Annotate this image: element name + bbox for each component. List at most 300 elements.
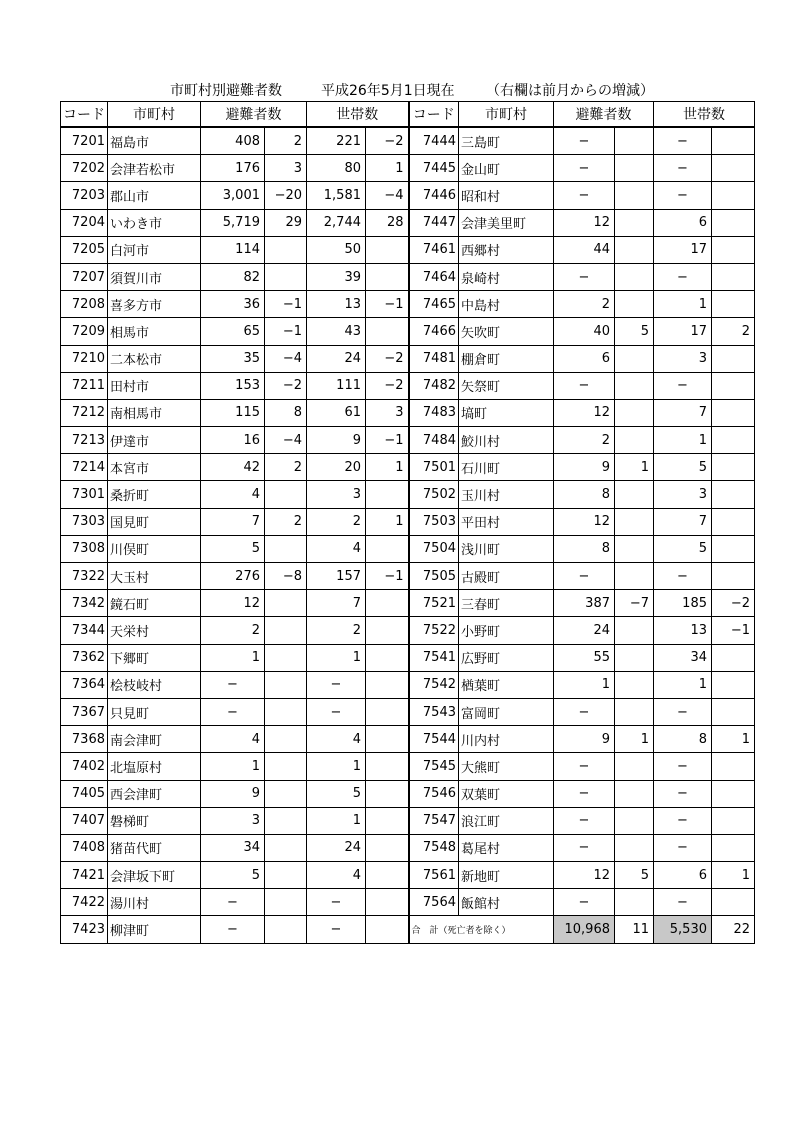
right-code-cell: 7545: [409, 753, 459, 780]
right-households-change-cell: [712, 644, 755, 671]
left-evacuees-cell: 34: [201, 834, 265, 861]
left-name-cell: 湯川村: [108, 889, 201, 916]
table-row: [61, 726, 755, 753]
left-name-cell: 天栄村: [108, 617, 201, 644]
right-households-cell: 1: [654, 291, 712, 318]
right-name-cell: 西郷村: [459, 236, 554, 263]
left-evacuees-change-cell: −20: [265, 182, 307, 209]
right-households-cell: 5: [654, 454, 712, 481]
right-code-cell: 7504: [409, 535, 459, 562]
left-households-cell: 7: [307, 590, 366, 617]
right-evacuees-change-cell: −7: [615, 590, 654, 617]
right-households-cell: −: [654, 563, 712, 590]
table-row: [61, 916, 755, 943]
right-households-change-cell: [712, 399, 755, 426]
right-code-cell: 7543: [409, 698, 459, 725]
right-households-cell: −: [654, 889, 712, 916]
right-name-cell: 三春町: [459, 590, 554, 617]
left-evacuees-change-cell: 29: [265, 209, 307, 236]
left-households-cell: 61: [307, 399, 366, 426]
left-evacuees-change-cell: [265, 617, 307, 644]
left-households-cell: 4: [307, 726, 366, 753]
left-name-cell: 郡山市: [108, 182, 201, 209]
right-households-change-cell: [712, 563, 755, 590]
left-name-cell: 大玉村: [108, 563, 201, 590]
right-evacuees-cell: −: [554, 834, 615, 861]
evacuee-table: [60, 101, 755, 944]
left-evacuees-cell: −: [201, 916, 265, 943]
left-evacuees-cell: 5: [201, 535, 265, 562]
left-name-cell: 柳津町: [108, 916, 201, 943]
left-households-cell: 4: [307, 535, 366, 562]
left-code-cell: 7308: [61, 535, 108, 562]
left-evacuees-change-cell: [265, 535, 307, 562]
right-evacuees-change-cell: [615, 372, 654, 399]
right-evacuees-cell: 40: [554, 318, 615, 345]
right-evacuees-cell: 44: [554, 236, 615, 263]
right-households-change-cell: [712, 209, 755, 236]
title-date: 平成26年5月1日現在: [321, 83, 455, 99]
right-evacuees-change-cell: [615, 807, 654, 834]
left-code-cell: 7214: [61, 454, 108, 481]
left-evacuees-cell: 153: [201, 372, 265, 399]
right-code-cell: 7548: [409, 834, 459, 861]
right-code-cell: 7484: [409, 427, 459, 454]
left-households-cell: 1,581: [307, 182, 366, 209]
right-code-cell: 7564: [409, 889, 459, 916]
header-row: [61, 102, 755, 128]
right-households-cell: 17: [654, 236, 712, 263]
left-code-cell: 7213: [61, 427, 108, 454]
left-code-cell: 7367: [61, 698, 108, 725]
left-households-change-cell: −2: [366, 345, 409, 372]
right-name-cell: 大熊町: [459, 753, 554, 780]
header-evacuees-left: 避難者数: [201, 102, 307, 128]
right-name-cell: 浪江町: [459, 807, 554, 834]
left-name-cell: 南会津町: [108, 726, 201, 753]
left-households-change-cell: [366, 535, 409, 562]
left-evacuees-cell: 3: [201, 807, 265, 834]
left-code-cell: 7362: [61, 644, 108, 671]
left-code-cell: 7204: [61, 209, 108, 236]
table-row: [61, 590, 755, 617]
header-municipality-right: 市町村: [459, 102, 554, 128]
header-municipality-left: 市町村: [108, 102, 201, 128]
table-row: [61, 698, 755, 725]
right-households-cell: −: [654, 807, 712, 834]
left-evacuees-cell: 1: [201, 753, 265, 780]
right-evacuees-cell: −: [554, 263, 615, 290]
right-evacuees-cell: 2: [554, 427, 615, 454]
right-evacuees-change-cell: [615, 780, 654, 807]
right-households-change-cell: [712, 508, 755, 535]
right-code-cell: 7444: [409, 127, 459, 155]
left-households-change-cell: −4: [366, 182, 409, 209]
right-households-cell: 3: [654, 481, 712, 508]
right-evacuees-cell: −: [554, 698, 615, 725]
header-evacuees-right: 避難者数: [554, 102, 654, 128]
left-evacuees-cell: 4: [201, 726, 265, 753]
right-households-change-cell: 2: [712, 318, 755, 345]
title-main: 市町村別避難者数: [170, 83, 282, 99]
right-households-cell: 7: [654, 508, 712, 535]
left-name-cell: 白河市: [108, 236, 201, 263]
left-evacuees-change-cell: −8: [265, 563, 307, 590]
left-code-cell: 7207: [61, 263, 108, 290]
left-households-cell: 80: [307, 155, 366, 182]
left-households-change-cell: [366, 834, 409, 861]
right-evacuees-cell: −: [554, 780, 615, 807]
right-evacuees-change-cell: [615, 644, 654, 671]
right-evacuees-cell: 9: [554, 454, 615, 481]
left-code-cell: 7344: [61, 617, 108, 644]
left-name-cell: いわき市: [108, 209, 201, 236]
left-evacuees-change-cell: −4: [265, 345, 307, 372]
left-households-cell: 39: [307, 263, 366, 290]
right-households-change-cell: [712, 671, 755, 698]
left-households-cell: 50: [307, 236, 366, 263]
right-households-cell: −: [654, 182, 712, 209]
right-evacuees-cell: 24: [554, 617, 615, 644]
left-households-cell: 1: [307, 807, 366, 834]
table-row: [61, 508, 755, 535]
right-households-cell: −: [654, 698, 712, 725]
table-row: [61, 671, 755, 698]
left-households-cell: 111: [307, 372, 366, 399]
table-row: [61, 236, 755, 263]
left-households-cell: 9: [307, 427, 366, 454]
right-households-cell: −: [654, 155, 712, 182]
left-households-change-cell: [366, 862, 409, 889]
left-households-cell: −: [307, 671, 366, 698]
left-evacuees-change-cell: [265, 916, 307, 943]
right-evacuees-cell: −: [554, 889, 615, 916]
right-name-cell: 飯館村: [459, 889, 554, 916]
left-name-cell: 川俣町: [108, 535, 201, 562]
left-name-cell: 西会津町: [108, 780, 201, 807]
left-households-cell: 2,744: [307, 209, 366, 236]
left-households-change-cell: 28: [366, 209, 409, 236]
left-evacuees-cell: 5: [201, 862, 265, 889]
left-evacuees-cell: −: [201, 698, 265, 725]
left-code-cell: 7209: [61, 318, 108, 345]
right-evacuees-change-cell: [615, 753, 654, 780]
right-evacuees-cell: 387: [554, 590, 615, 617]
right-evacuees-change-cell: [615, 182, 654, 209]
left-households-cell: 1: [307, 644, 366, 671]
right-name-cell: 玉川村: [459, 481, 554, 508]
left-evacuees-change-cell: [265, 671, 307, 698]
right-evacuees-change-cell: [615, 508, 654, 535]
right-evacuees-change-cell: [615, 345, 654, 372]
right-households-cell: −: [654, 780, 712, 807]
left-code-cell: 7342: [61, 590, 108, 617]
right-evacuees-change-cell: [615, 889, 654, 916]
left-evacuees-change-cell: −1: [265, 291, 307, 318]
left-households-change-cell: [366, 807, 409, 834]
right-households-cell: −: [654, 263, 712, 290]
right-code-cell: 7482: [409, 372, 459, 399]
left-code-cell: 7208: [61, 291, 108, 318]
right-households-cell: 6: [654, 209, 712, 236]
left-code-cell: 7405: [61, 780, 108, 807]
left-households-change-cell: 1: [366, 155, 409, 182]
left-households-change-cell: 1: [366, 508, 409, 535]
left-evacuees-cell: 7: [201, 508, 265, 535]
left-code-cell: 7205: [61, 236, 108, 263]
left-name-cell: 二本松市: [108, 345, 201, 372]
left-households-cell: −: [307, 916, 366, 943]
right-code-cell: 7505: [409, 563, 459, 590]
right-evacuees-cell: −: [554, 807, 615, 834]
right-evacuees-cell: −: [554, 753, 615, 780]
left-households-change-cell: [366, 617, 409, 644]
left-evacuees-cell: 276: [201, 563, 265, 590]
left-name-cell: 桑折町: [108, 481, 201, 508]
left-households-change-cell: [366, 780, 409, 807]
right-households-cell: 7: [654, 399, 712, 426]
table-row: [61, 454, 755, 481]
table-row: [61, 155, 755, 182]
right-code-cell: 7465: [409, 291, 459, 318]
right-households-change-cell: [712, 263, 755, 290]
right-evacuees-change-cell: [615, 481, 654, 508]
right-households-change-cell: [712, 182, 755, 209]
right-code-cell: 7464: [409, 263, 459, 290]
left-code-cell: 7201: [61, 127, 108, 155]
right-name-cell: 小野町: [459, 617, 554, 644]
right-households-change-cell: [712, 807, 755, 834]
right-households-change-cell: [712, 889, 755, 916]
right-households-cell: 13: [654, 617, 712, 644]
left-evacuees-change-cell: 2: [265, 508, 307, 535]
left-evacuees-change-cell: [265, 263, 307, 290]
right-evacuees-cell: 12: [554, 508, 615, 535]
left-name-cell: 喜多方市: [108, 291, 201, 318]
right-code-cell: 7483: [409, 399, 459, 426]
left-name-cell: 伊達市: [108, 427, 201, 454]
left-evacuees-change-cell: −1: [265, 318, 307, 345]
right-name-cell: 会津美里町: [459, 209, 554, 236]
left-evacuees-cell: 5,719: [201, 209, 265, 236]
right-code-cell: 7502: [409, 481, 459, 508]
left-code-cell: 7301: [61, 481, 108, 508]
left-name-cell: 北塩原村: [108, 753, 201, 780]
left-name-cell: 田村市: [108, 372, 201, 399]
table-row: [61, 372, 755, 399]
right-households-change-cell: −1: [712, 617, 755, 644]
right-households-cell: −: [654, 372, 712, 399]
right-name-cell: 金山町: [459, 155, 554, 182]
right-evacuees-cell: −: [554, 127, 615, 155]
left-households-change-cell: [366, 753, 409, 780]
left-evacuees-cell: 176: [201, 155, 265, 182]
left-evacuees-cell: −: [201, 889, 265, 916]
right-name-cell: 双葉町: [459, 780, 554, 807]
left-evacuees-cell: 12: [201, 590, 265, 617]
right-code-cell: 7461: [409, 236, 459, 263]
right-code-cell: 7503: [409, 508, 459, 535]
left-code-cell: 7364: [61, 671, 108, 698]
table-row: [61, 209, 755, 236]
header-households-right: 世帯数: [654, 102, 755, 128]
left-households-cell: 43: [307, 318, 366, 345]
right-households-cell: 1: [654, 427, 712, 454]
right-households-change-cell: [712, 127, 755, 155]
right-evacuees-cell: 12: [554, 862, 615, 889]
left-households-change-cell: [366, 726, 409, 753]
right-evacuees-change-cell: [615, 236, 654, 263]
left-households-cell: 1: [307, 753, 366, 780]
left-households-change-cell: [366, 671, 409, 698]
right-name-cell: 矢吹町: [459, 318, 554, 345]
right-households-change-cell: [712, 698, 755, 725]
left-evacuees-change-cell: [265, 862, 307, 889]
left-code-cell: 7423: [61, 916, 108, 943]
right-name-cell: 石川町: [459, 454, 554, 481]
right-name-cell: 矢祭町: [459, 372, 554, 399]
right-code-cell: 7481: [409, 345, 459, 372]
left-code-cell: 7211: [61, 372, 108, 399]
right-evacuees-cell: 8: [554, 535, 615, 562]
right-households-change-cell: [712, 454, 755, 481]
left-name-cell: 下郷町: [108, 644, 201, 671]
table-row: [61, 563, 755, 590]
left-evacuees-cell: 82: [201, 263, 265, 290]
left-evacuees-cell: −: [201, 671, 265, 698]
left-households-cell: 157: [307, 563, 366, 590]
left-name-cell: 国見町: [108, 508, 201, 535]
right-households-cell: 17: [654, 318, 712, 345]
left-households-cell: 4: [307, 862, 366, 889]
left-households-change-cell: −2: [366, 372, 409, 399]
right-households-cell: −: [654, 753, 712, 780]
left-name-cell: 磐梯町: [108, 807, 201, 834]
left-name-cell: 会津坂下町: [108, 862, 201, 889]
table-row: [61, 644, 755, 671]
right-evacuees-change-cell: [615, 671, 654, 698]
table-row: [61, 481, 755, 508]
left-code-cell: 7422: [61, 889, 108, 916]
right-name-cell: 昭和村: [459, 182, 554, 209]
left-code-cell: 7212: [61, 399, 108, 426]
left-evacuees-change-cell: 2: [265, 454, 307, 481]
left-evacuees-cell: 115: [201, 399, 265, 426]
table-row: [61, 318, 755, 345]
table-row: [61, 807, 755, 834]
left-households-change-cell: [366, 698, 409, 725]
right-evacuees-cell: 12: [554, 209, 615, 236]
right-name-cell: 川内村: [459, 726, 554, 753]
right-evacuees-cell: 1: [554, 671, 615, 698]
left-name-cell: 会津若松市: [108, 155, 201, 182]
right-evacuees-cell: −: [554, 372, 615, 399]
right-code-cell: 7521: [409, 590, 459, 617]
left-households-cell: −: [307, 889, 366, 916]
left-evacuees-change-cell: [265, 644, 307, 671]
total-households-change: 22: [712, 916, 755, 943]
right-name-cell: 平田村: [459, 508, 554, 535]
left-evacuees-change-cell: −4: [265, 427, 307, 454]
right-name-cell: 富岡町: [459, 698, 554, 725]
left-households-cell: 24: [307, 345, 366, 372]
right-households-change-cell: [712, 780, 755, 807]
left-evacuees-change-cell: [265, 698, 307, 725]
total-evacuees-change: 11: [615, 916, 654, 943]
right-evacuees-change-cell: [615, 399, 654, 426]
left-households-change-cell: −1: [366, 427, 409, 454]
right-households-change-cell: [712, 753, 755, 780]
right-code-cell: 7447: [409, 209, 459, 236]
left-name-cell: 本宮市: [108, 454, 201, 481]
left-evacuees-change-cell: 8: [265, 399, 307, 426]
table-row: [61, 862, 755, 889]
right-name-cell: 中島村: [459, 291, 554, 318]
left-evacuees-cell: 9: [201, 780, 265, 807]
left-evacuees-change-cell: [265, 481, 307, 508]
left-evacuees-cell: 65: [201, 318, 265, 345]
left-evacuees-cell: 2: [201, 617, 265, 644]
table-row: [61, 291, 755, 318]
right-evacuees-cell: 8: [554, 481, 615, 508]
right-households-change-cell: [712, 345, 755, 372]
right-name-cell: 葛尾村: [459, 834, 554, 861]
right-households-change-cell: [712, 236, 755, 263]
left-evacuees-change-cell: [265, 780, 307, 807]
right-evacuees-change-cell: [615, 563, 654, 590]
total-households: 5,530: [654, 916, 712, 943]
right-name-cell: 棚倉町: [459, 345, 554, 372]
right-households-cell: 6: [654, 862, 712, 889]
left-households-change-cell: −2: [366, 127, 409, 155]
left-households-change-cell: −1: [366, 563, 409, 590]
right-evacuees-change-cell: [615, 209, 654, 236]
right-code-cell: 7547: [409, 807, 459, 834]
left-name-cell: 桧枝岐村: [108, 671, 201, 698]
left-households-change-cell: [366, 481, 409, 508]
right-households-cell: 34: [654, 644, 712, 671]
right-evacuees-change-cell: [615, 535, 654, 562]
right-code-cell: 7466: [409, 318, 459, 345]
left-code-cell: 7322: [61, 563, 108, 590]
left-name-cell: 鏡石町: [108, 590, 201, 617]
left-households-change-cell: [366, 889, 409, 916]
left-households-change-cell: [366, 916, 409, 943]
table-row: [61, 427, 755, 454]
table-row: [61, 345, 755, 372]
left-households-change-cell: [366, 590, 409, 617]
left-households-cell: 3: [307, 481, 366, 508]
left-evacuees-change-cell: [265, 753, 307, 780]
total-evacuees: 10,968: [554, 916, 615, 943]
right-code-cell: 7445: [409, 155, 459, 182]
right-name-cell: 新地町: [459, 862, 554, 889]
right-evacuees-cell: −: [554, 155, 615, 182]
right-name-cell: 泉崎村: [459, 263, 554, 290]
right-households-cell: −: [654, 127, 712, 155]
left-households-cell: 2: [307, 508, 366, 535]
right-evacuees-cell: 9: [554, 726, 615, 753]
right-code-cell: 7561: [409, 862, 459, 889]
left-households-change-cell: [366, 644, 409, 671]
right-households-cell: 3: [654, 345, 712, 372]
right-evacuees-cell: 6: [554, 345, 615, 372]
title-note: （右欄は前月からの増減）: [486, 83, 654, 99]
left-code-cell: 7303: [61, 508, 108, 535]
right-evacuees-change-cell: [615, 617, 654, 644]
right-code-cell: 7522: [409, 617, 459, 644]
table-row: [61, 889, 755, 916]
